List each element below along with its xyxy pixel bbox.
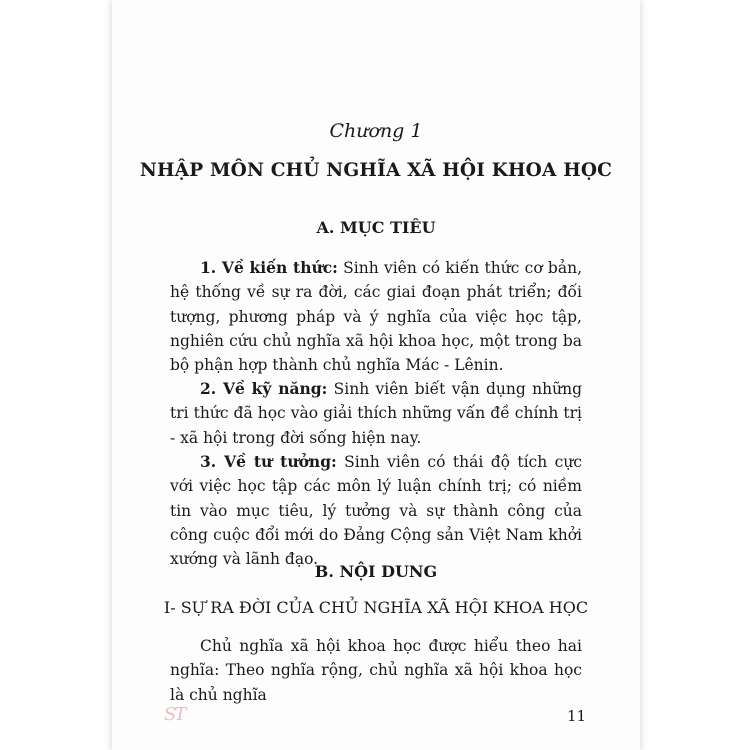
book-page bbox=[112, 0, 640, 750]
publisher-logo: ST bbox=[164, 704, 185, 725]
objective-ideology-label: 3. Về tư tưởng: bbox=[200, 452, 337, 471]
objective-ideology-text: Sinh viên có thái độ tích cực với việc học tập các môn lý luận chính trị; có niềm tin vào mục tiêu, lý tưởng và sự thành công của công cuộc đổi mới do Đảng Cộng sản Việt Nam khởi xướng và lãnh đạo. bbox=[170, 453, 582, 569]
page-number: 11 bbox=[567, 707, 587, 725]
objective-ideology bbox=[170, 450, 582, 571]
objective-knowledge-label: 1. Về kiến thức: bbox=[200, 258, 338, 277]
body-paragraph: Chủ nghĩa xã hội khoa học được hiểu theo hai nghĩa: Theo nghĩa rộng, chủ nghĩa xã hội khoa học là chủ nghĩa bbox=[170, 637, 582, 704]
objective-skills-text: Sinh viên biết vận dụng những tri thức đã học vào giải thích những vấn đề chính trị - xã hội trong đời sống hiện nay. bbox=[170, 380, 582, 447]
objective-knowledge bbox=[170, 256, 582, 377]
section-b-subheading: I- SỰ RA ĐỜI CỦA CHỦ NGHĨA XÃ HỘI KHOA HỌC bbox=[163, 598, 589, 617]
section-a-heading: A. MỤC TIÊU bbox=[316, 218, 436, 237]
section-b-heading: B. NỘI DUNG bbox=[314, 562, 438, 581]
objective-knowledge-text: Sinh viên có kiến thức cơ bản, hệ thống về sự ra đời, các giai đoạn phát triển; đối tượng, phương pháp và ý nghĩa của việc học tập, nghiên cứu chủ nghĩa xã hội khoa học, một trong ba bộ phận hợp thành chủ nghĩa Mác - Lênin. bbox=[170, 259, 582, 375]
chapter-title: NHẬP MÔN CHỦ NGHĨA XÃ HỘI KHOA HỌC bbox=[139, 160, 613, 181]
objective-skills-label: 2. Về kỹ năng: bbox=[200, 379, 328, 398]
chapter-label: Chương 1 bbox=[329, 120, 423, 142]
objective-skills bbox=[170, 377, 582, 450]
